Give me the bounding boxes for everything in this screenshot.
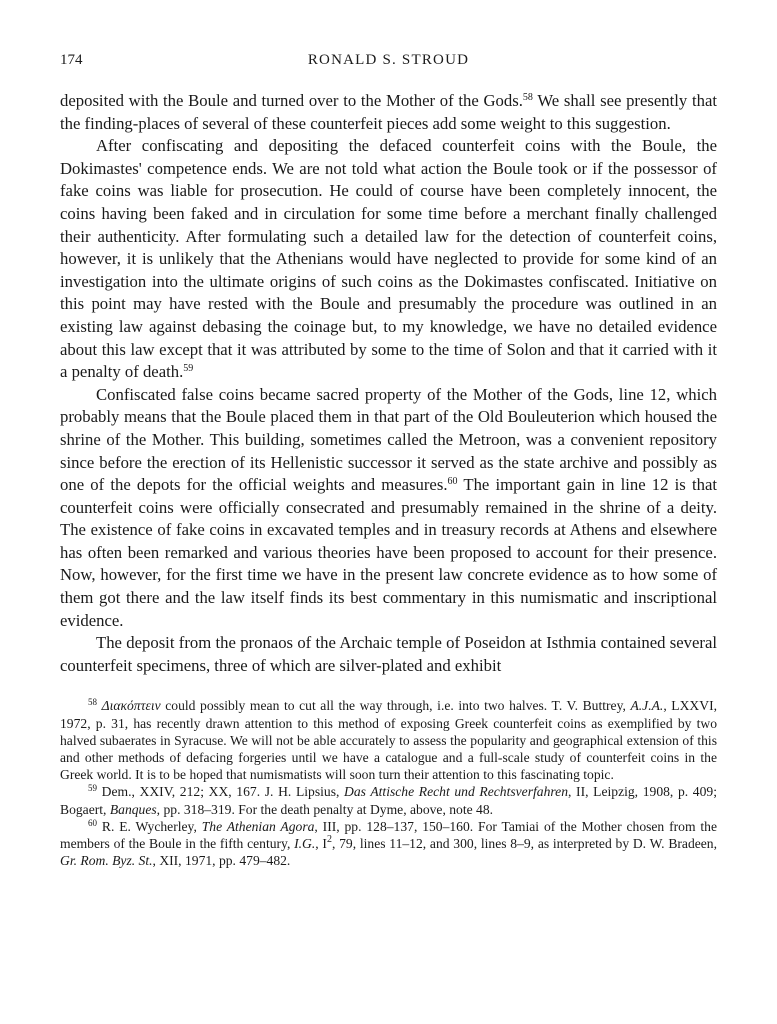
page: [60, 52, 717, 869]
running-header: [60, 52, 717, 76]
footnote-59: $^{59}$ Dem., XXIV, 212; XX, 167. J. H. Lipsius, Das Attische Recht und Rechtsverfahren, II, Leipzig, 1908, p. 409; Bogaert, Banques, pp. 318–319. For the death penalty at Dyme, above, note 48.: [60, 783, 717, 817]
footnote-ref-60[interactable]: 60: [447, 476, 458, 488]
footnote-ref-59[interactable]: 59: [183, 363, 194, 375]
paragraph-1: deposited with the Boule and turned over to the Mother of the Gods.$^{58}$ We shall see presently that the finding-places of several of these counterfeit pieces add some weight to this suggestion.: [60, 91, 717, 133]
footnote-58: $^{58}$ Διακόπτειν could possibly mean to cut all the way through, i.e. into two halves. T. V. Buttrey, A.J.A., LXXVI, 1972, p. 31, has recently drawn attention to this method of exposing Greek counterfeit coins as exemplified by two halved subaerates in Syracuse. We will not be able accurately to assess the popularity and geographical extension of this and other methods of defacing forgeries until we have a catalogue and a full-scale study of counterfeit coins in the Greek world. It is to be hoped that numismatists will soon turn their attention to this fascinating topic.: [60, 697, 717, 783]
footnotes: [60, 697, 717, 869]
footnote-number: 58: [88, 697, 97, 708]
main-text: [60, 90, 717, 677]
footnote-number: 59: [88, 783, 97, 794]
running-title: RONALD S. STROUD: [307, 52, 470, 68]
footnote-ref-58[interactable]: 58: [522, 92, 533, 103]
footnote-number: 60: [88, 817, 97, 828]
paragraph-3: Confiscated false coins became sacred property of the Mother of the Gods, line 12, which probably means that the Boule placed them in that part of the Old Bouleuterion which housed the shrine of the Mother. This building, sometimes called the Metroon, was a convenient repository since before the erection of its Hellenistic successor it served as the state archive and possibly as one of the depots for the official weights and measures.$^{60}$ The important gain in line 12 is that counterfeit coins were officially consecrated and presumably remained in the shrine of a deity. The existence of fake coins in excavated temples and in treasury records at Athens and elsewhere has often been remarked and various theories have been proposed to account for their presence. Now, however, for the first time we have in the present law concrete evidence as to how some of them got there and the law itself finds its best commentary in this numismatic and inscriptional evidence.: [60, 384, 717, 630]
page-number: 174: [60, 52, 83, 68]
paragraph-4: The deposit from the pronaos of the Archaic temple of Poseidon at Isthmia contained several counterfeit specimens, three of which are silver-plated and exhibit: [60, 633, 717, 675]
paragraph-2: After confiscating and depositing the defaced counterfeit coins with the Boule, the Dokimastes' competence ends. We are not told what action the Boule took or if the possessor of fake coins was liable for prosecution. He could of course have been completely innocent, the coins having been faked and in circulation for some time before a merchant finally challenged their authenticity. After formulating such a detailed law for the detection of counterfeit coins, however, it is unlikely that the Athenians would have neglected to provide for some kind of an investigation into the ultimate origins of such coins as the Dokimastes confiscated. Initiative on this point may have rested with the Boule and presumably the procedure was outlined in an existing law against debasing the coinage but, to my knowledge, we have no detailed evidence about this law except that it was attributed by some to the time of Solon and that it carried with it a penalty of death.$^{59}$: [60, 136, 717, 382]
footnote-60: $^{60}$ R. E. Wycherley, The Athenian Agora, III, pp. 128–137, 150–160. For Tamiai of the Mother chosen from the members of the Boule in the fifth century, I.G., $I^2$, 79, lines 11–12, and 300, lines 8–9, as interpreted by D. W. Bradeen, Gr. Rom. Byz. St., XII, 1971, pp. 479–482.: [60, 817, 718, 869]
